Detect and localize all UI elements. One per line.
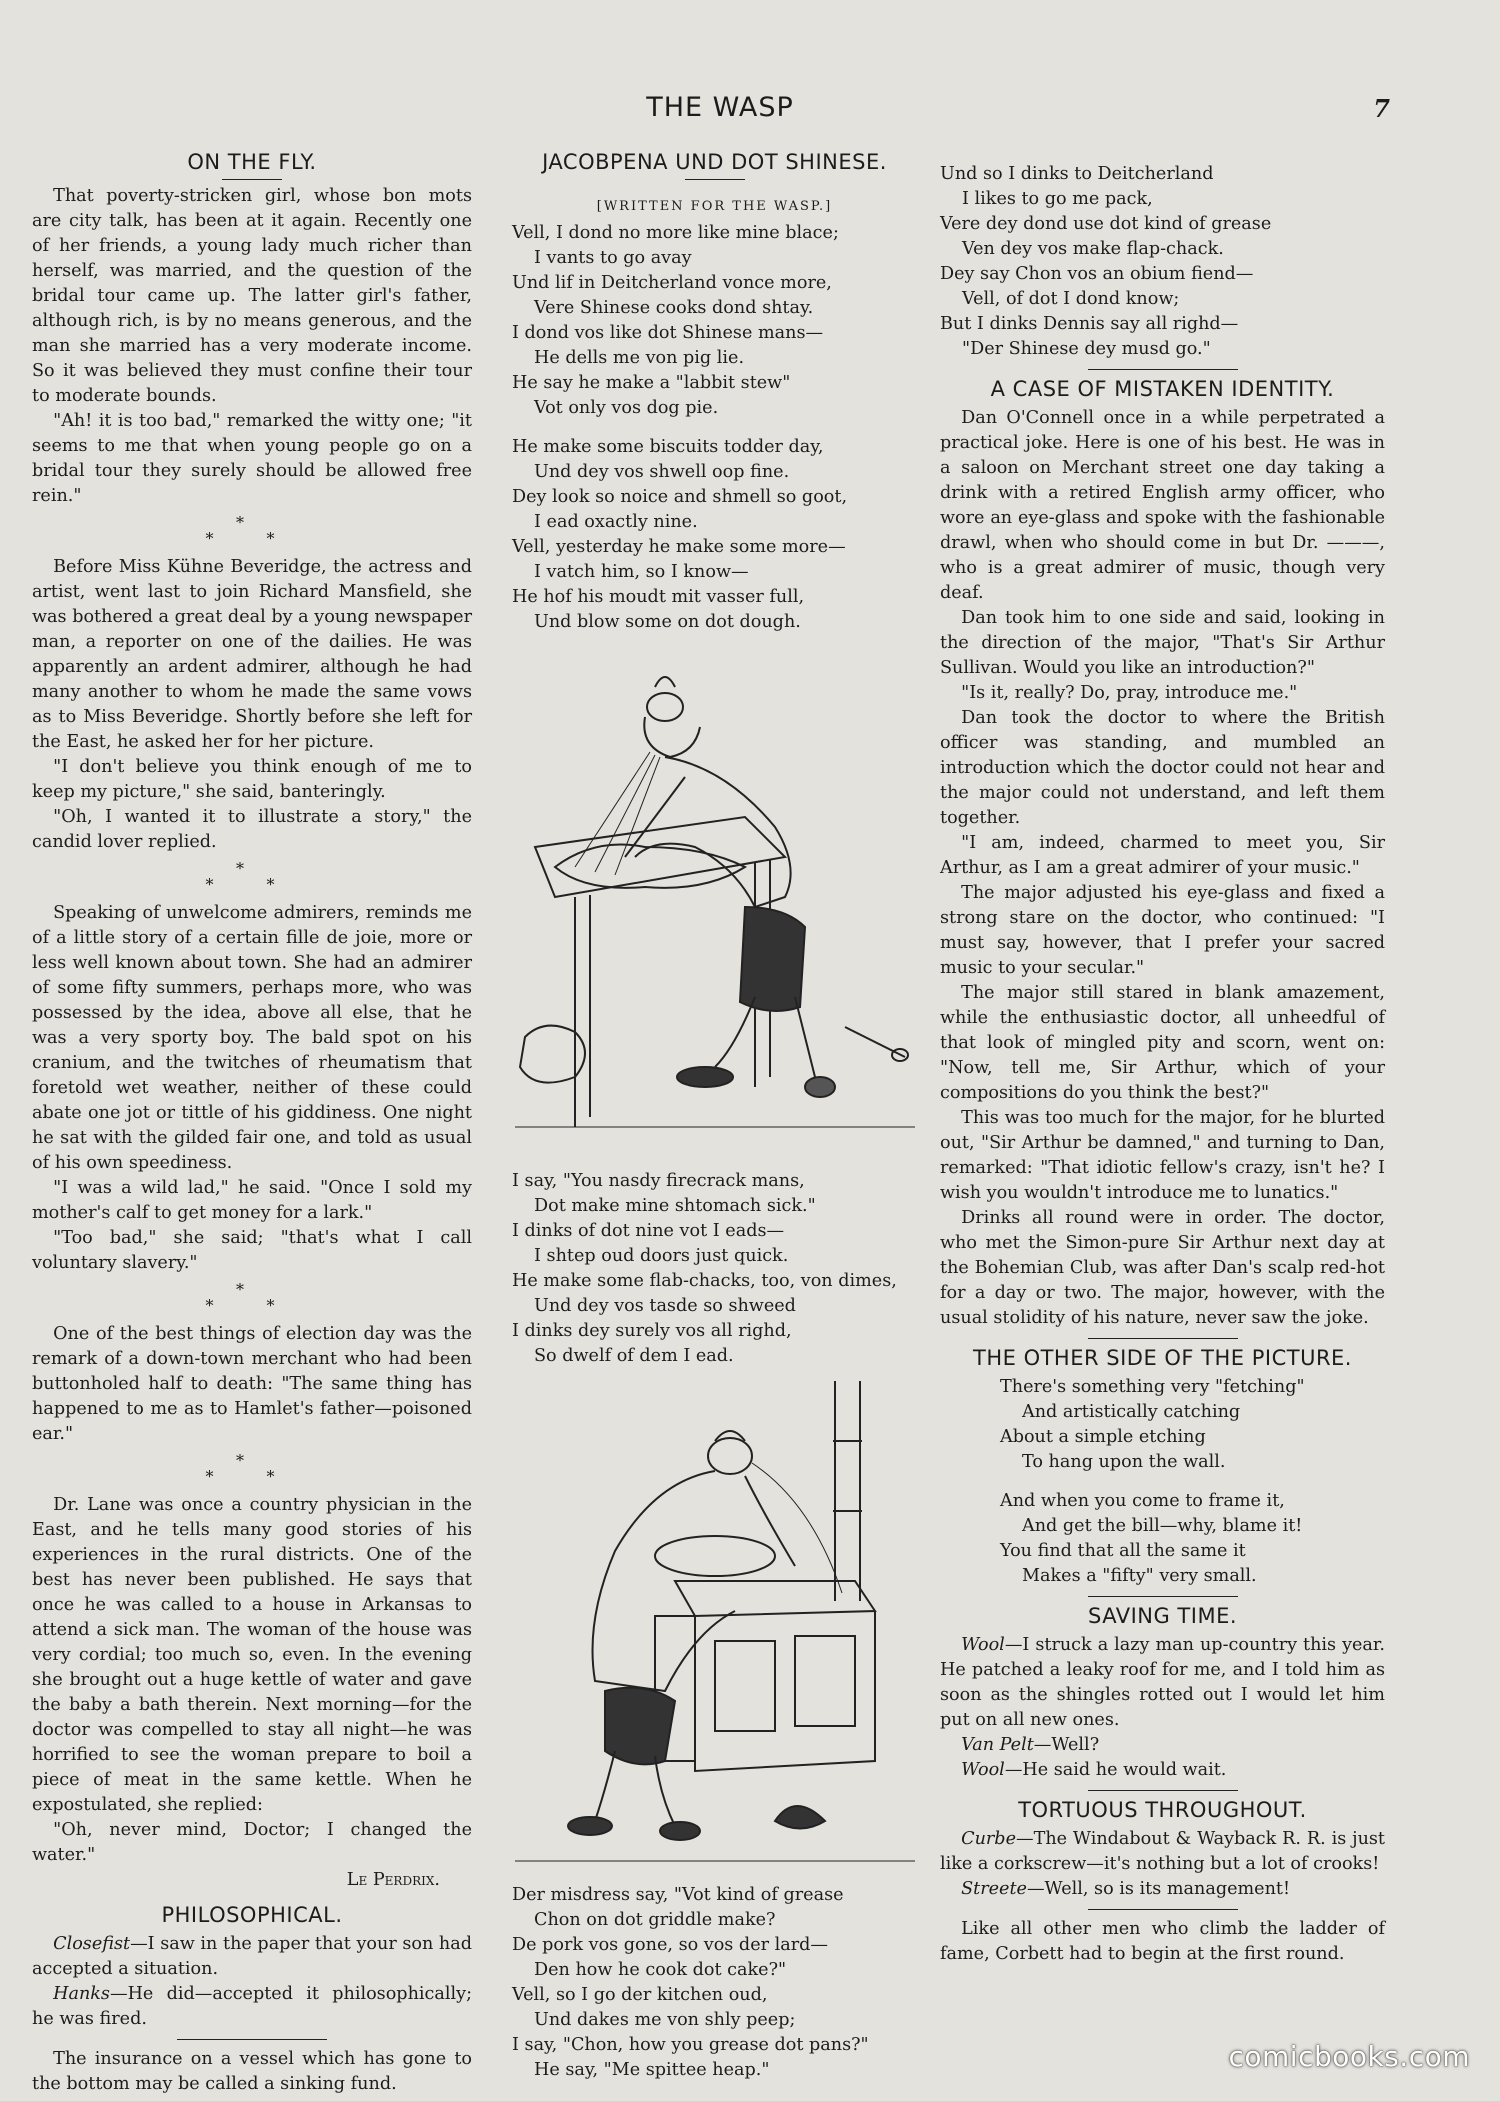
poem-line: About a simple etching — [1000, 1427, 1206, 1447]
poem-stanza-2 — [512, 435, 917, 635]
signature: Le Perdrix. — [346, 1870, 440, 1890]
poem-line: So dwelf of dem I ead. — [534, 1346, 734, 1366]
paragraph: That poverty-stricken girl, whose bon mots are city talk, has been at it again. Recently one of her friends, a young lady much richer than herself, was married, and the question of the bridal tour came up. The latter girl's father, although rich, is by no means generous, and the man she married has a very moderate income. So it was believed they must confine their tour to moderate bounds. — [32, 186, 472, 406]
dialogue-line: Wool—I struck a lazy man up-country this year. He patched a leaky roof for me, and I told him as soon as the shingles rotted out I would let him put on all new ones. — [940, 1635, 1385, 1730]
poem-line: Vot only vos dog pie. — [534, 398, 719, 418]
paragraph: "Too bad," she said; "that's what I call voluntary slavery." — [32, 1228, 472, 1273]
stanza-gap — [940, 1475, 1385, 1489]
paragraph: Speaking of unwelcome admirers, reminds me of a little story of a certain fille de joie, more or less well known about town. She had an admirer of some fifty summers, perhaps more, who was possessed by the idea, above all else, that he was a very sporty boy. The bald spot on his cranium, and the twitches of rheumatism that foretold wet weather, neither of these could abate one jot or tittle of his giddiness. One night he sat with the gilded fair one, and told as usual of his own speediness. — [32, 903, 472, 1173]
poem-line: I say, "You nasdy firecrack mans, — [512, 1171, 805, 1191]
column-middle — [512, 150, 917, 2083]
poem-line: Ven dey vos make flap-chack. — [962, 239, 1224, 259]
paragraph: Dan took the doctor to where the British officer was standing, and mumbled an introduction which the doctor could not hear and the major could not understand, and left them together. — [940, 708, 1385, 828]
poem-line: "Der Shinese dey musd go." — [962, 339, 1211, 359]
poem-line: He make some flab-chacks, too, von dimes, — [512, 1271, 897, 1291]
poem-line: Makes a "fifty" very small. — [1022, 1566, 1257, 1586]
poem-line: Vell, I dond no more like mine blace; — [512, 223, 839, 243]
divider — [1088, 1338, 1238, 1339]
poem-stanza-5 — [940, 162, 1385, 362]
signature-line — [32, 1868, 472, 1893]
divider — [1088, 369, 1238, 370]
masthead — [0, 92, 1440, 132]
masthead-title: THE WASP — [646, 92, 794, 123]
dialogue-line: Hanks—He did—accepted it philosophically; he was fired. — [32, 1984, 472, 2029]
poem-line: He say he make a "labbit stew" — [512, 373, 791, 393]
heading-mistaken-identity: A CASE OF MISTAKEN IDENTITY. — [990, 377, 1335, 401]
divider — [685, 179, 745, 180]
paragraph: Before Miss Kühne Beveridge, the actress and artist, went last to join Richard Mansfield, she was bothered a great deal by a young newspaper man, a reporter on one of the dailies. He was apparently an ardent admirer, although he had many another to whom he made the same vows as to Miss Beveridge. Shortly before she left for the East, he asked her for her picture. — [32, 557, 472, 752]
speaker: Closefist — [53, 1934, 131, 1954]
paragraph: Drinks all round were in order. The doctor, who met the Simon-pure Sir Arthur next day at the Bohemian Club, was after Dan's scalp red-hot for a day or two. The major, however, with the usual stolidity of his nature, never saw the joke. — [940, 1208, 1385, 1328]
poem-line: To hang upon the wall. — [1022, 1452, 1226, 1472]
poem-line: You find that all the same it — [1000, 1541, 1246, 1561]
heading-saving-time: SAVING TIME. — [1087, 1604, 1238, 1628]
poem-line: I vants to go avay — [534, 248, 692, 268]
heading-tortuous: TORTUOUS THROUGHOUT. — [1018, 1798, 1307, 1822]
poem-line: There's something very "fetching" — [1000, 1377, 1305, 1397]
poem-line: I ead oxactly nine. — [534, 512, 698, 532]
dialogue-line: Van Pelt—Well? — [961, 1735, 1100, 1755]
poem-line: De pork vos gone, so vos der lard— — [512, 1935, 828, 1955]
paragraph: "Oh, I wanted it to illustrate a story," the candid lover replied. — [32, 807, 472, 852]
dialogue-line: Streete—Well, so is its management! — [961, 1879, 1291, 1899]
poem-line: He make some biscuits todder day, — [512, 437, 824, 457]
poem-line: Und dey vos shwell oop fine. — [534, 462, 790, 482]
poem-line: Und so I dinks to Deitcherland — [940, 164, 1214, 184]
byline: [WRITTEN FOR THE WASP.] — [596, 199, 833, 214]
paragraph: The major adjusted his eye-glass and fixed a strong stare on the doctor, who continued: "I must say, however, that I prefer your sacred music to your secular." — [940, 883, 1385, 978]
poem-line: I dond vos like dot Shinese mans— — [512, 323, 824, 343]
paragraph: "I don't believe you think enough of me to keep my picture," she said, banteringly. — [32, 757, 472, 802]
dialogue-line: Curbe—The Windabout & Wayback R. R. is just like a corkscrew—it's nothing but a lot of crooks! — [940, 1829, 1385, 1874]
paragraph: One of the best things of election day was the remark of a down-town merchant who had been buttonholed half to death: "The same thing has happened to me as to Hamlet's father—poisoned ear." — [32, 1324, 472, 1444]
poem-line: Den how he cook dot cake?" — [534, 1960, 787, 1980]
poem-line: He hof his moudt mit vasser full, — [512, 587, 805, 607]
cook-kneading-dough-illustration — [515, 647, 915, 1157]
divider — [177, 2039, 327, 2040]
page-number: 7 — [1373, 94, 1390, 123]
divider — [222, 179, 282, 180]
paragraph: "Is it, really? Do, pray, introduce me." — [961, 683, 1298, 703]
poem-line: Dot make mine shtomach sick." — [534, 1196, 816, 1216]
section-stars: * * * — [205, 1451, 299, 1486]
paragraph: Like all other men who climb the ladder of fame, Corbett had to begin at the first round. — [940, 1919, 1385, 1964]
poem-line: Der misdress say, "Vot kind of grease — [512, 1885, 844, 1905]
watermark: comicbooks.com — [1228, 2040, 1470, 2073]
poem-line: And get the bill—why, blame it! — [1022, 1516, 1303, 1536]
column-right — [940, 162, 1385, 1967]
poem-line: Vere dey dond use dot kind of grease — [940, 214, 1272, 234]
column-left — [32, 150, 472, 2097]
divider — [1088, 1790, 1238, 1791]
poem-line: Dey say Chon vos an obium fiend— — [940, 264, 1254, 284]
paragraph: Dr. Lane was once a country physician in the East, and he tells many good stories of his experiences in the rural districts. One of the best has never been published. He says that once he was called to a house in Arkansas to attend a sick man. The woman of the house was very cordial; too much so, even. In the evening she brought out a huge kettle of water and gave the baby a bath therein. Next morning—for the doctor was compelled to stay all night—he was horrified to see the woman prepare to boil a piece of meat in the same kettle. When he expostulated, she replied: — [32, 1495, 472, 1815]
poem-line: And artistically catching — [1022, 1402, 1241, 1422]
paragraph: This was too much for the major, for he blurted out, "Sir Arthur be damned," and turning to Dan, remarked: "That idiotic fellow's crazy, isn't he? I wish you wouldn't introduce me to lunatics." — [940, 1108, 1385, 1203]
poem-line: He dells me von pig lie. — [534, 348, 745, 368]
divider — [1088, 1909, 1238, 1910]
poem-line: Vere Shinese cooks dond shtay. — [534, 298, 814, 318]
poem-line: I vatch him, so I know— — [534, 562, 749, 582]
poem-line: Und dey vos tasde so shweed — [534, 1296, 796, 1316]
dialogue-line: Wool—He said he would wait. — [961, 1760, 1227, 1780]
poem-line: But I dinks Dennis say all righd— — [940, 314, 1239, 334]
poem-stanza-3 — [512, 1169, 917, 1369]
poem-line: And when you come to frame it, — [1000, 1491, 1285, 1511]
cook-greasing-griddle-illustration — [515, 1381, 915, 1871]
dialogue-line: Closefist—I saw in the paper that your son had accepted a situation. — [32, 1934, 472, 1979]
paragraph: The insurance on a vessel which has gone to the bottom may be called a sinking fund. — [32, 2049, 472, 2094]
heading-other-side: THE OTHER SIDE OF THE PICTURE. — [973, 1346, 1352, 1370]
paragraph: "Oh, never mind, Doctor; I changed the water." — [32, 1820, 472, 1865]
paragraph: Dan took him to one side and said, looking in the direction of the major, "That's Sir Arthur Sullivan. Would you like an introduction?" — [940, 608, 1385, 678]
poem-line: I dinks dey surely vos all righd, — [512, 1321, 792, 1341]
section-stars: * * * — [205, 513, 299, 548]
section-stars: * * * — [205, 1280, 299, 1315]
poem-line: Und lif in Deitcherland vonce more, — [512, 273, 832, 293]
heading-on-the-fly: ON THE FLY. — [187, 150, 317, 174]
poem-stanza-other-1 — [940, 1375, 1385, 1475]
speaker: Hanks — [53, 1984, 110, 2004]
paragraph: "I was a wild lad," he said. "Once I sold my mother's calf to get money for a lark." — [32, 1178, 472, 1223]
poem-line: Und dakes me von shly peep; — [534, 2010, 796, 2030]
poem-stanza-1 — [512, 221, 917, 421]
poem-line: I likes to go me pack, — [962, 189, 1153, 209]
heading-philosophical: PHILOSOPHICAL. — [161, 1903, 343, 1927]
poem-line: Dey look so noice and shmell so goot, — [512, 487, 848, 507]
poem-line: Und blow some on dot dough. — [534, 612, 801, 632]
heading-jacobpena: JACOBPENA UND DOT SHINESE. — [542, 150, 887, 174]
poem-stanza-4 — [512, 1883, 917, 2083]
poem-line: Vell, of dot I dond know; — [962, 289, 1180, 309]
paragraph: The major still stared in blank amazement, while the enthusiastic doctor, all unheedful of that look of mingled pity and scorn, went on: "Now, tell me, Sir Arthur, which of your compositions do you think the best?" — [940, 983, 1385, 1103]
section-stars: * * * — [205, 859, 299, 894]
paragraph: "Ah! it is too bad," remarked the witty one; "it seems to me that when young people go on a bridal tour they surely should be allowed free rein." — [32, 411, 472, 506]
paragraph: Dan O'Connell once in a while perpetrated a practical joke. Here is one of his best. He was in a saloon on Merchant street one day taking a drink with a retired English army officer, who wore an eye-glass and spoke with the fashionable drawl, when who should come in but Dr. ———, who is a great admirer of music, though very deaf. — [940, 408, 1385, 603]
poem-stanza-other-2 — [940, 1489, 1385, 1589]
poem-line: He say, "Me spittee heap." — [534, 2060, 770, 2080]
poem-line: I say, "Chon, how you grease dot pans?" — [512, 2035, 869, 2055]
paragraph: "I am, indeed, charmed to meet you, Sir Arthur, as I am a great admirer of your music." — [940, 833, 1385, 878]
poem-line: I shtep oud doors just quick. — [534, 1246, 789, 1266]
poem-line: I dinks of dot nine vot I eads— — [512, 1221, 785, 1241]
poem-line: Chon on dot griddle make? — [534, 1910, 776, 1930]
divider — [1088, 1596, 1238, 1597]
poem-line: Vell, yesterday he make some more— — [512, 537, 846, 557]
poem-line: Vell, so I go der kitchen oud, — [512, 1985, 768, 2005]
stanza-gap — [512, 421, 917, 435]
